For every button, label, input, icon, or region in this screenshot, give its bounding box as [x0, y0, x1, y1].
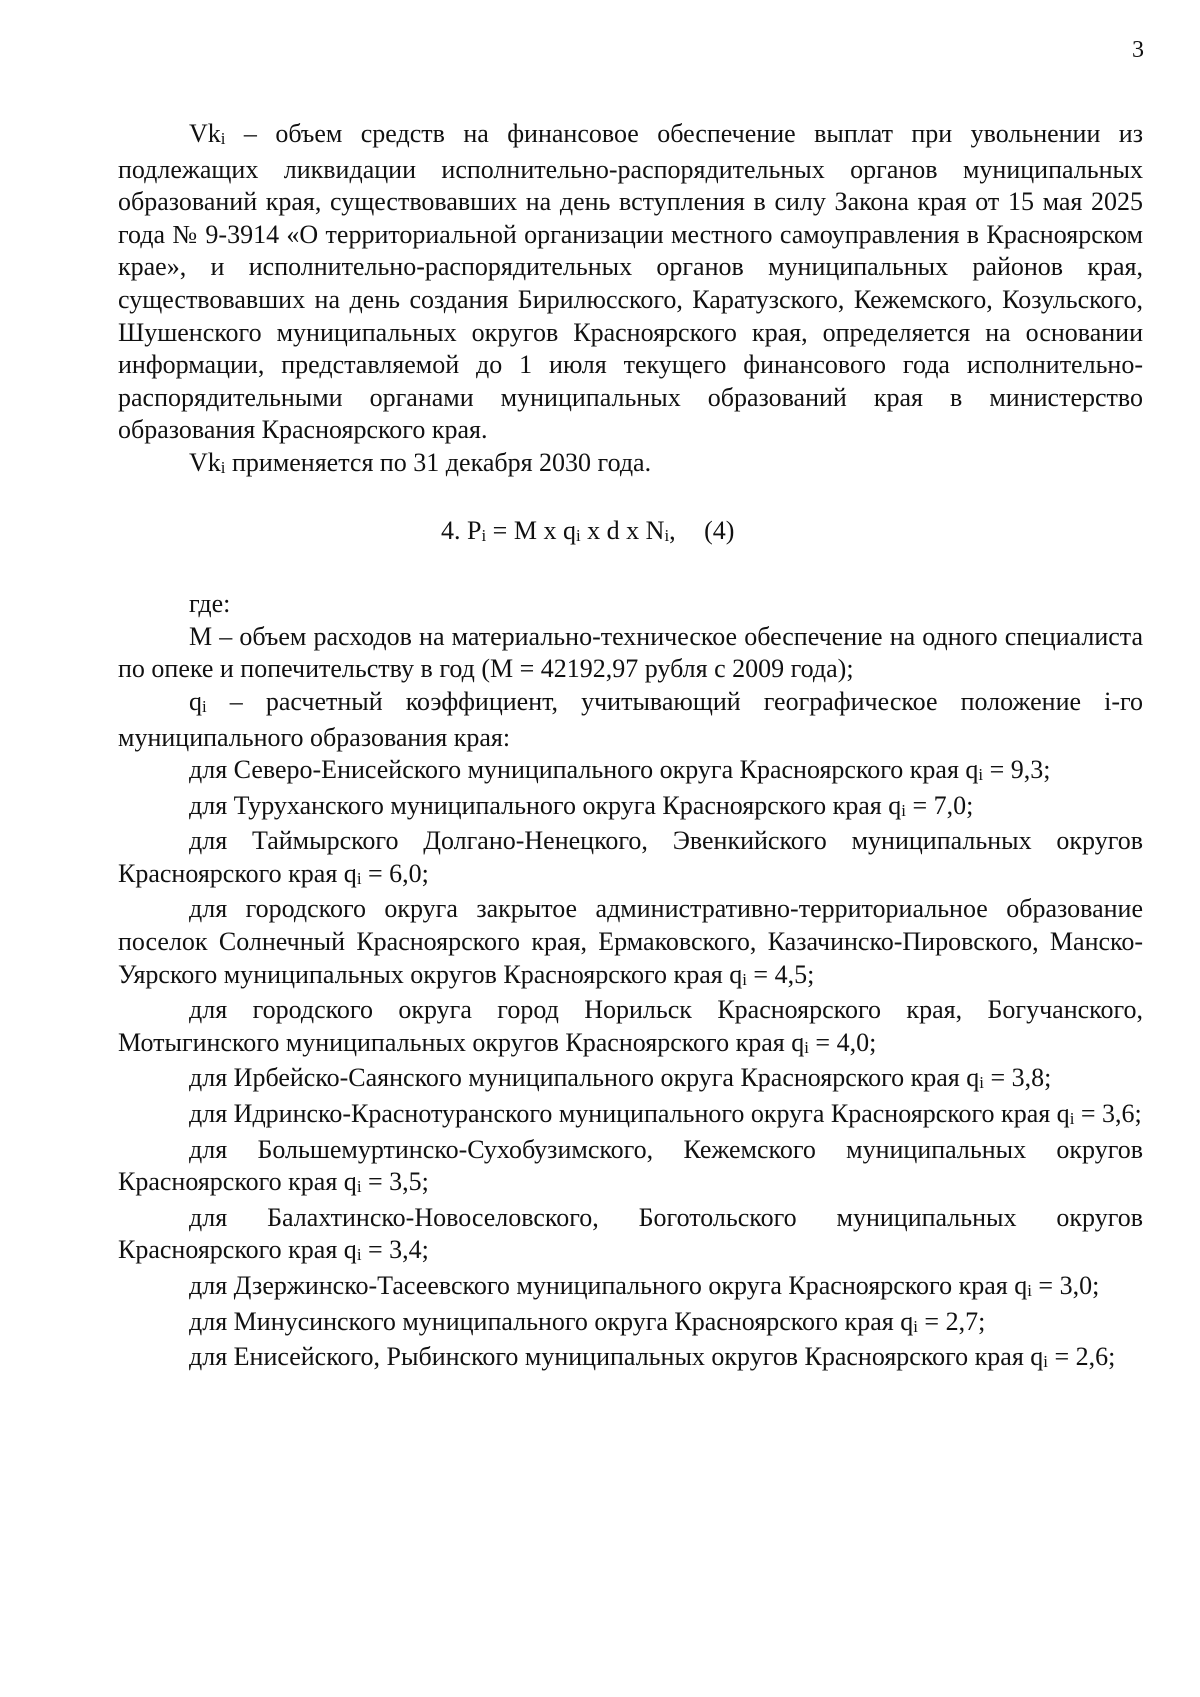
- paragraph-vk-definition: $Vk_i$ – объем средств на финансовое обеспечение выплат при увольнении из подлежащих ликвидации исполнительно-распорядительных органов муниципальных образований края, существовавших на день вступления в силу Закона края от 15 мая 2025 года № 9-3914 «О территориальной организации местного самоуправления в Красноярском крае», и исполнительно-распорядительных органов муниципальных районов края, существовавших на день создания Бирилюсского, Каратузского, Кежемского, Козульского, Шушенского муниципальных округов Красноярского края, определяется на основании информации, представляемой до 1 июля текущего финансового года исполнительно-распорядительными органами муниципальных образований края в министерство образования Красноярского края.: [118, 119, 1143, 445]
- paragraph-vk-validity: $Vk_i$ применяется по 31 декабря 2030 года.: [189, 447, 652, 477]
- coefficient-item: для Балахтинско-Новоселовского, Боготольского муниципальных округов Красноярского края $q_i = 3,4$;: [118, 1202, 1143, 1265]
- page-number: 3: [1132, 37, 1144, 63]
- definition-q: $q_i$ – расчетный коэффициент, учитывающий географическое положение i-го муниципального образования края:: [118, 686, 1143, 752]
- formula-4: [118, 515, 1143, 551]
- coefficient-item: для Туруханского муниципального округа Красноярского края $q_i = 7,0$;: [189, 790, 974, 820]
- coefficient-item: для Идринско-Краснотуранского муниципального округа Красноярского края $q_i = 3,6$;: [189, 1099, 1142, 1129]
- definition-m: M – объем расходов на материально-техническое обеспечение на одного специалиста по опеке и попечительству в год (M = 42192,97 рубля с 2009 года);: [118, 621, 1143, 684]
- formula-number: 4.: [441, 515, 461, 545]
- coefficient-item: для Ирбейско-Саянского муниципального округа Красноярского края $q_i = 3,8$;: [189, 1063, 1052, 1093]
- document-body: [118, 118, 1143, 1377]
- coefficient-item: для Большемуртинско-Сухобузимского, Кежемского муниципальных округов Красноярского края $q_i = 3,5$;: [118, 1134, 1143, 1197]
- coefficient-item: для Дзержинско-Тасеевского муниципального округа Красноярского края $q_i = 3,0$;: [189, 1271, 1100, 1301]
- coefficient-item: для Минусинского муниципального округа Красноярского края $q_i = 2,7$;: [189, 1306, 986, 1336]
- where-label: где:: [189, 589, 231, 619]
- coefficient-item: для Таймырского Долгано-Ненецкого, Эвенкийского муниципальных округов Красноярского края $q_i = 6,0$;: [118, 826, 1143, 888]
- formula-expression: $P_i = M$ x $q_i$ x d x $N_i$,: [467, 515, 676, 545]
- equation-label: (4): [704, 515, 735, 545]
- coefficient-item: для Енисейского, Рыбинского муниципальных округов Красноярского края $q_i = 2,6$;: [189, 1342, 1116, 1372]
- coefficient-item: для городского округа город Норильск Красноярского края, Богучанского, Мотыгинского муниципальных округов Красноярского края $q_i = 4,0$;: [118, 995, 1143, 1057]
- coefficient-item: для городского округа закрытое административно-территориальное образование поселок Солнечный Красноярского края, Ермаковского, Казачинско-Пировского, Манско-Уярского муниципальных округов Красноярского края $q_i = 4,5$;: [118, 894, 1143, 989]
- coefficient-item: для Северо-Енисейского муниципального округа Красноярского края $q_i = 9,3$;: [189, 755, 1051, 785]
